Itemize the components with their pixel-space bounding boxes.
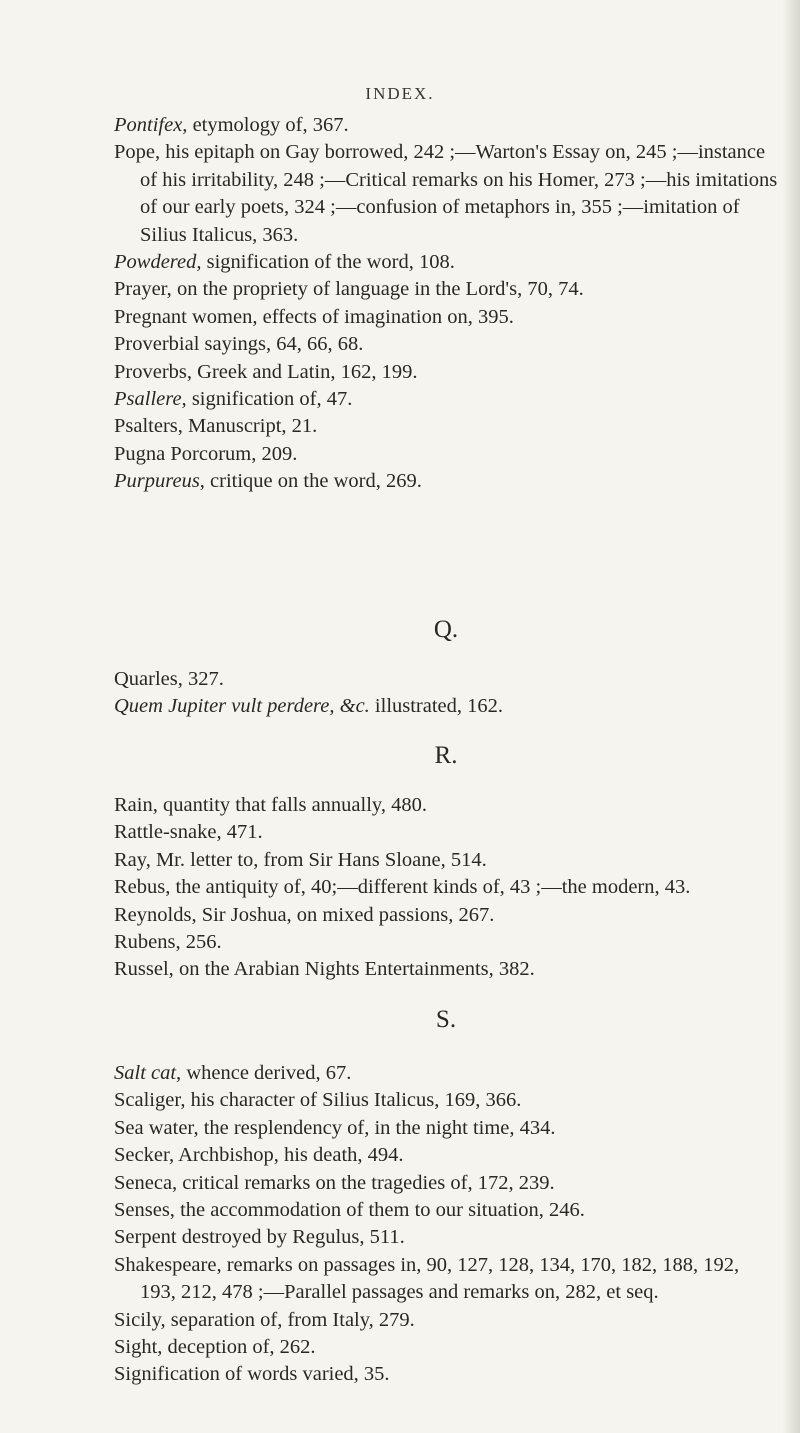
- index-entry: Pregnant women, effects of imagination on, 395.: [114, 305, 514, 328]
- page-edge-shadow: [782, 0, 800, 1433]
- section-letter-s: S.: [435, 1006, 457, 1033]
- running-head: INDEX.: [365, 84, 435, 103]
- index-entry: Rubens, 256.: [114, 931, 222, 954]
- index-entry: Russel, on the Arabian Nights Entertainments, 382.: [114, 958, 535, 981]
- index-entry: Rattle-snake, 471.: [114, 821, 263, 844]
- index-entry: Ray, Mr. letter to, from Sir Hans Sloane, 514.: [114, 848, 487, 871]
- index-entry: Proverbial sayings, 64, 66, 68.: [114, 333, 364, 356]
- index-entry: Scaliger, his character of Silius Italicus, 169, 366.: [114, 1089, 522, 1112]
- index-entry: Reynolds, Sir Joshua, on mixed passions, 267.: [114, 903, 495, 926]
- r-section: [114, 742, 778, 984]
- index-entry: Quarles, 327.: [114, 668, 224, 690]
- index-entry: Rebus, the antiquity of, 40;—different kinds of, 43 ;—the modern, 43.: [114, 876, 691, 899]
- q-section: [114, 616, 778, 721]
- index-entry: Secker, Archbishop, his death, 494.: [114, 1144, 404, 1167]
- s-section: [114, 1006, 778, 1389]
- index-entry: Powdered, signification of the word, 108.: [114, 251, 455, 274]
- index-entry: Quem Jupiter vult perdere, &c. illustrated, 162.: [114, 695, 504, 718]
- index-entry: Sight, deception of, 262.: [114, 1336, 316, 1359]
- index-entry: Shakespeare, remarks on passages in, 90, 127, 128, 134, 170, 182, 188, 192, 193, 212, 478 ;—Parallel passages and remarks on, 282, et seq.: [114, 1253, 740, 1304]
- section-letter-r: R.: [434, 742, 458, 769]
- index-entry: Psalters, Manuscript, 21.: [114, 415, 318, 438]
- index-entry: Serpent destroyed by Regulus, 511.: [114, 1226, 405, 1249]
- p-section: [114, 112, 778, 496]
- index-entry: Prayer, on the propriety of language in the Lord's, 70, 74.: [114, 278, 584, 301]
- index-entry: Senses, the accommodation of them to our situation, 246.: [114, 1199, 585, 1222]
- index-entry: Purpureus, critique on the word, 269.: [114, 470, 422, 493]
- index-entry: Pontifex, etymology of, 367.: [114, 114, 349, 136]
- index-entry: Sea water, the resplendency of, in the night time, 434.: [114, 1116, 556, 1139]
- index-entry: Sicily, separation of, from Italy, 279.: [114, 1308, 415, 1331]
- index-entry: Rain, quantity that falls annually, 480.: [114, 794, 427, 816]
- index-entry: Pope, his epitaph on Gay borrowed, 242 ;—Warton's Essay on, 245 ;—instance of his irritability, 248 ;—Critical remarks on his Homer, 273 ;—his imitations of our early poets, 324 ;—confusion of metaphors in, 355 ;—imitation of Silius Italicus, 363.: [114, 141, 778, 246]
- index-entry: Proverbs, Greek and Latin, 162, 199.: [114, 360, 418, 383]
- index-entry: Salt cat, whence derived, 67.: [114, 1062, 352, 1084]
- index-entry: Pugna Porcorum, 209.: [114, 442, 298, 465]
- index-entry: Seneca, critical remarks on the tragedies of, 172, 239.: [114, 1171, 555, 1194]
- index-entry: Signification of words varied, 35.: [114, 1363, 390, 1386]
- index-entry: Psallere, signification of, 47.: [114, 388, 353, 411]
- section-letter-q: Q.: [433, 616, 459, 643]
